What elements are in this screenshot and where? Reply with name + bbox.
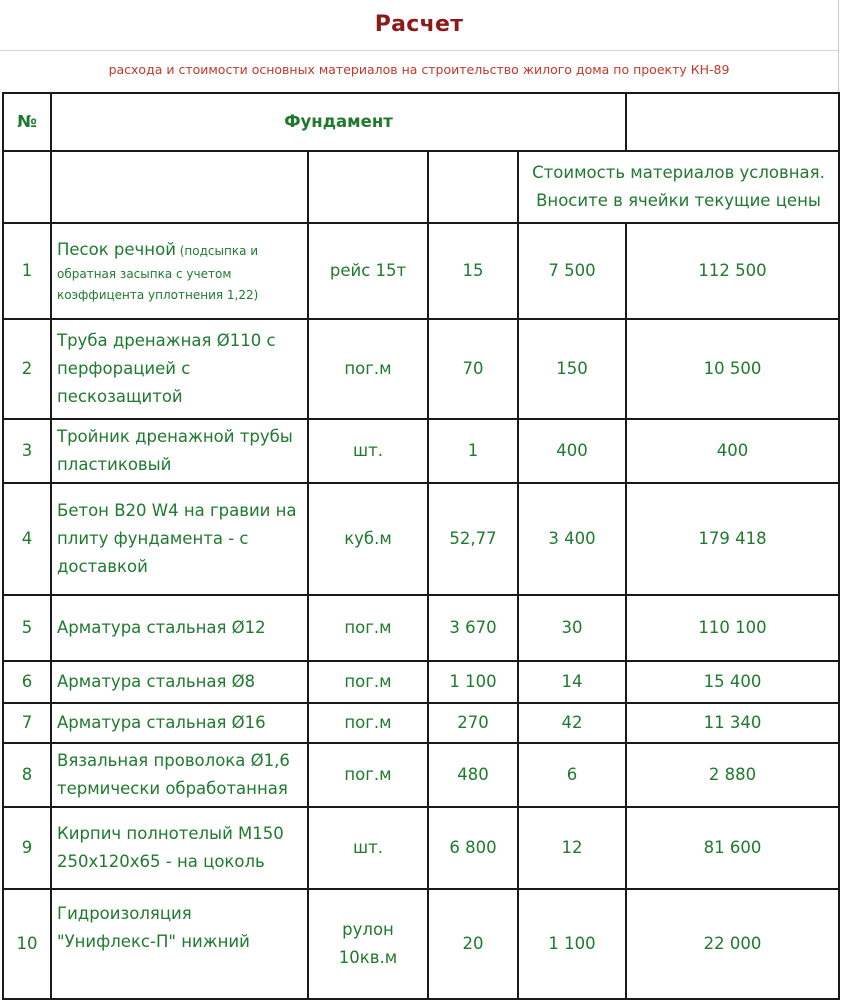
unit-cell[interactable]: шт. xyxy=(308,419,428,483)
price-cell[interactable]: 12 xyxy=(518,807,626,889)
price-cell[interactable]: 30 xyxy=(518,595,626,661)
materials-table xyxy=(2,92,840,1000)
page-title: Расчет xyxy=(374,12,464,37)
material-name-line: Кирпич полнотелый М150 xyxy=(57,824,284,843)
total-cell[interactable]: 179 418 xyxy=(626,483,839,595)
unit-cell[interactable]: пог.м xyxy=(308,661,428,703)
quantity-cell[interactable]: 70 xyxy=(428,319,518,419)
total-cell[interactable]: 81 600 xyxy=(626,807,839,889)
empty-cell[interactable] xyxy=(51,151,308,223)
material-name-line: "Унифлекс-П" нижний xyxy=(57,932,250,951)
number-header-cell[interactable]: № xyxy=(3,93,51,151)
quantity-cell[interactable]: 1 100 xyxy=(428,661,518,703)
total-cell[interactable]: 110 100 xyxy=(626,595,839,661)
material-name-line: Тройник дренажной трубы xyxy=(57,427,293,446)
table-header-row xyxy=(3,93,839,151)
material-name-line: перфорацией с xyxy=(57,359,191,378)
row-number-cell[interactable]: 8 xyxy=(3,743,51,807)
unit-cell[interactable]: пог.м xyxy=(308,743,428,807)
material-name-line: пластиковый xyxy=(57,455,172,474)
section-title-cell[interactable]: Фундамент xyxy=(51,93,626,151)
unit-line: 10кв.м xyxy=(338,948,398,967)
total-cell[interactable]: 2 880 xyxy=(626,743,839,807)
total-cell[interactable]: 22 000 xyxy=(626,889,839,999)
row-number-cell[interactable]: 5 xyxy=(3,595,51,661)
material-name-cell[interactable]: Арматура стальная Ø16 xyxy=(51,703,308,743)
material-name-line: Вязальная проволока Ø1,6 xyxy=(57,751,290,770)
price-cell[interactable]: 1 100 xyxy=(518,889,626,999)
unit-cell[interactable] xyxy=(308,889,428,999)
price-note-cell[interactable] xyxy=(518,151,839,223)
material-name-cell[interactable] xyxy=(51,319,308,419)
row-number-cell[interactable]: 7 xyxy=(3,703,51,743)
empty-cell[interactable] xyxy=(428,151,518,223)
empty-cell[interactable] xyxy=(3,151,51,223)
total-cell[interactable]: 15 400 xyxy=(626,661,839,703)
total-cell[interactable]: 10 500 xyxy=(626,319,839,419)
unit-cell[interactable]: пог.м xyxy=(308,595,428,661)
material-name-line: Труба дренажная Ø110 с xyxy=(57,331,276,350)
table-row xyxy=(3,703,839,743)
row-number-cell[interactable]: 6 xyxy=(3,661,51,703)
quantity-cell[interactable]: 1 xyxy=(428,419,518,483)
unit-cell[interactable]: рейс 15т xyxy=(308,223,428,319)
page-subtitle: расхода и стоимости основных материалов на строительство жилого дома по проекту КН-89 xyxy=(108,62,730,77)
material-name-line: пескозащитой xyxy=(57,387,183,406)
total-cell[interactable]: 11 340 xyxy=(626,703,839,743)
unit-cell[interactable]: куб.м xyxy=(308,483,428,595)
quantity-cell[interactable]: 6 800 xyxy=(428,807,518,889)
unit-cell[interactable]: шт. xyxy=(308,807,428,889)
price-cell[interactable]: 7 500 xyxy=(518,223,626,319)
quantity-cell[interactable]: 20 xyxy=(428,889,518,999)
price-cell[interactable]: 400 xyxy=(518,419,626,483)
total-cell[interactable]: 112 500 xyxy=(626,223,839,319)
empty-cell[interactable] xyxy=(308,151,428,223)
price-cell[interactable]: 14 xyxy=(518,661,626,703)
material-name-line: плиту фундамента - с xyxy=(57,529,249,548)
material-name-line: 250х120х65 - на цоколь xyxy=(57,852,265,871)
material-name-cell[interactable] xyxy=(51,483,308,595)
price-cell[interactable]: 150 xyxy=(518,319,626,419)
price-note-line: Вносите в ячейки текущие цены xyxy=(536,191,821,210)
table-row xyxy=(3,743,839,807)
material-name: Песок речной xyxy=(57,240,176,259)
table-row xyxy=(3,889,839,999)
material-note: (подсыпка и xyxy=(175,244,259,258)
table-row xyxy=(3,807,839,889)
row-number-cell[interactable]: 1 xyxy=(3,223,51,319)
material-name-cell[interactable] xyxy=(51,889,308,999)
table-row xyxy=(3,319,839,419)
price-note-line: Стоимость материалов условная. xyxy=(532,163,825,182)
unit-line: рулон xyxy=(342,920,394,939)
material-name-line: Бетон В20 W4 на гравии на xyxy=(57,501,297,520)
row-number-cell[interactable]: 2 xyxy=(3,319,51,419)
quantity-cell[interactable]: 270 xyxy=(428,703,518,743)
row-number-cell[interactable]: 3 xyxy=(3,419,51,483)
unit-cell[interactable]: пог.м xyxy=(308,319,428,419)
table-row xyxy=(3,661,839,703)
material-name-cell[interactable]: Арматура стальная Ø8 xyxy=(51,661,308,703)
material-name-line: доставкой xyxy=(57,557,148,576)
material-name-cell[interactable]: Арматура стальная Ø12 xyxy=(51,595,308,661)
title-cell[interactable] xyxy=(0,0,839,51)
table-row xyxy=(3,483,839,595)
material-name-cell[interactable] xyxy=(51,807,308,889)
total-cell[interactable]: 400 xyxy=(626,419,839,483)
material-name-cell[interactable] xyxy=(51,419,308,483)
material-name-cell[interactable] xyxy=(51,743,308,807)
row-number-cell[interactable]: 9 xyxy=(3,807,51,889)
material-name-line: Гидроизоляция xyxy=(57,904,192,923)
table-row xyxy=(3,223,839,319)
row-number-cell[interactable]: 10 xyxy=(3,889,51,999)
price-cell[interactable]: 6 xyxy=(518,743,626,807)
material-name-cell[interactable] xyxy=(51,223,308,319)
material-name-line: термически обработанная xyxy=(57,779,288,798)
empty-header-cell[interactable] xyxy=(626,93,839,151)
table-subheader-row xyxy=(3,151,839,223)
material-note: обратная засыпка с учетом xyxy=(57,267,232,281)
material-note: коэффицента уплотнения 1,22) xyxy=(57,288,259,302)
quantity-cell[interactable]: 52,77 xyxy=(428,483,518,595)
price-cell[interactable]: 42 xyxy=(518,703,626,743)
quantity-cell[interactable]: 480 xyxy=(428,743,518,807)
quantity-cell[interactable]: 15 xyxy=(428,223,518,319)
row-number-cell[interactable]: 4 xyxy=(3,483,51,595)
price-cell[interactable]: 3 400 xyxy=(518,483,626,595)
quantity-cell[interactable]: 3 670 xyxy=(428,595,518,661)
table-row xyxy=(3,419,839,483)
table-row xyxy=(3,595,839,661)
unit-cell[interactable]: пог.м xyxy=(308,703,428,743)
subtitle-cell[interactable] xyxy=(0,50,839,92)
